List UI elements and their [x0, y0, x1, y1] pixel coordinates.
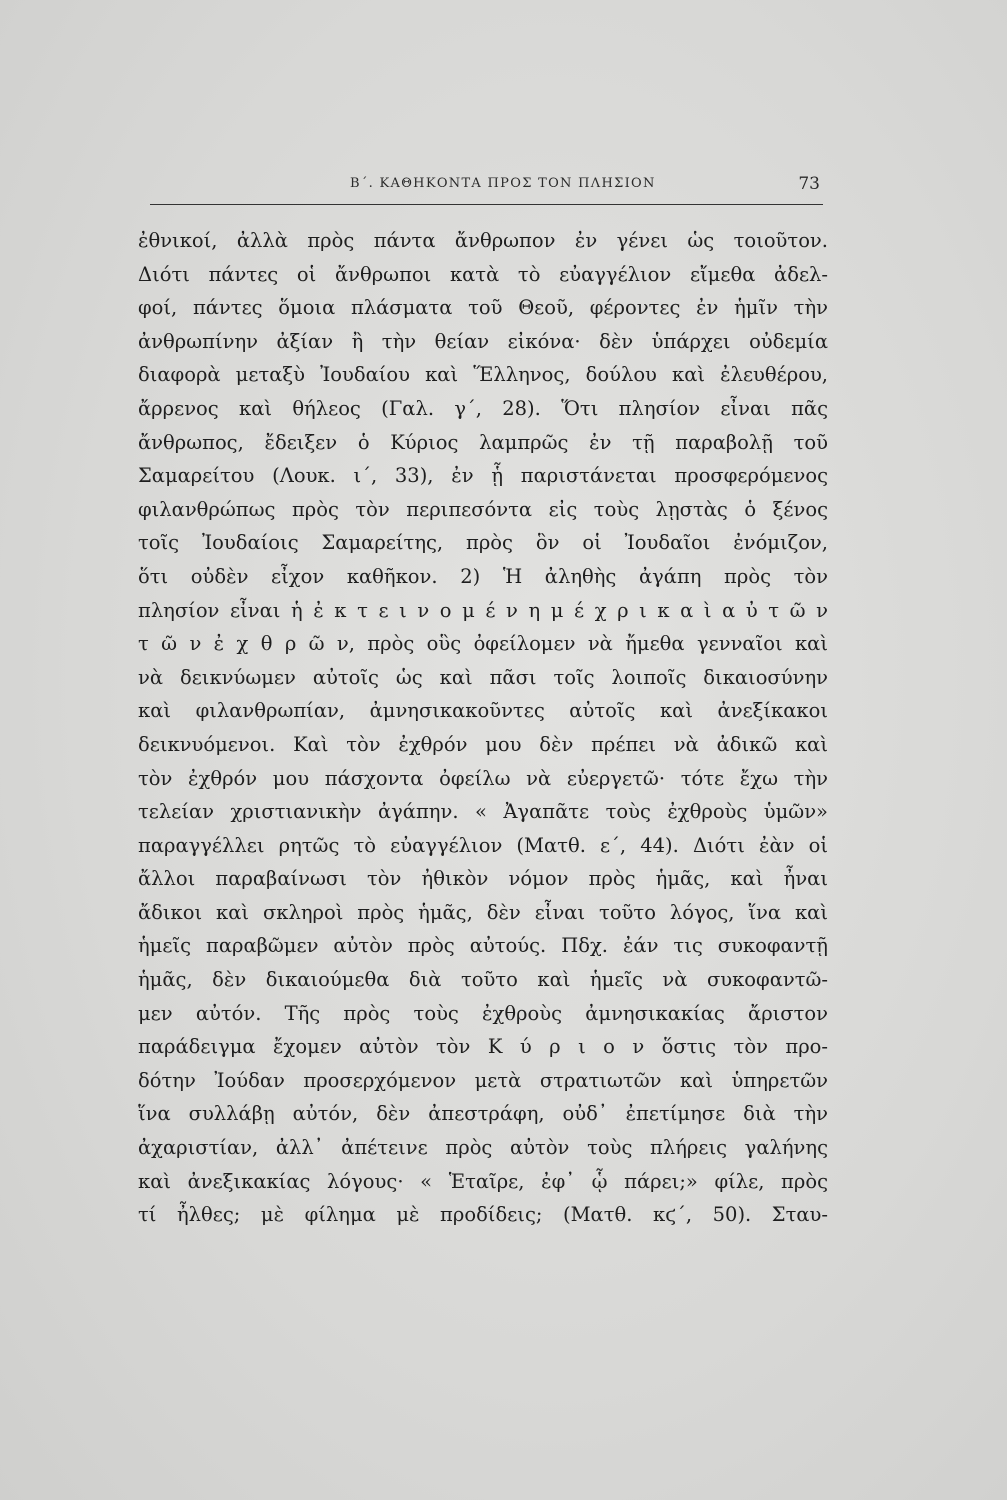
- text-line: φοί, πάντες ὅμοια πλάσματα τοῦ Θεοῦ, φέροντες ἐν ἡμῖν τὴν: [138, 296, 828, 320]
- text-line: ἵνα συλλάβῃ αὐτόν, δὲν ἀπεστράφη, οὐδ᾽ ἐπετίμησε διὰ τὴν: [138, 1102, 828, 1126]
- text-line: ἄνθρωπος, ἔδειξεν ὁ Κύριος λαμπρῶς ἐν τῇ παραβολῇ τοῦ: [138, 430, 828, 454]
- text-line: ἄλλοι παραβαίνωσι τὸν ἠθικὸν νόμον πρὸς ἡμᾶς, καὶ ἦναι: [138, 867, 828, 891]
- text-line: τελείαν χριστιανικὴν ἀγάπην. « Ἀγαπᾶτε τοὺς ἐχθροὺς ὑμῶν»: [138, 800, 828, 824]
- text-line: φιλανθρώπως πρὸς τὸν περιπεσόντα εἰς τοὺς λῃστὰς ὁ ξένος: [138, 497, 828, 521]
- text-line: ἐθνικοί, ἀλλὰ πρὸς πάντα ἄνθρωπον ἐν γένει ὡς τοιοῦτον.: [138, 229, 828, 252]
- text-line: μεν αὐτόν. Τῆς πρὸς τοὺς ἐχθροὺς ἀμνησικακίας ἄριστον: [138, 1001, 828, 1025]
- text-line: ἡμᾶς, δὲν δικαιούμεθα διὰ τοῦτο καὶ ἡμεῖς νὰ συκοφαντῶ-: [138, 968, 828, 992]
- text-line: δότην Ἰούδαν προσερχόμενον μετὰ στρατιωτῶν καὶ ὑπηρετῶν: [138, 1068, 828, 1092]
- text-line: Διότι πάντες οἱ ἄνθρωποι κατὰ τὸ εὐαγγέλιον εἴμεθα ἀδελ-: [138, 262, 828, 286]
- text-line: παραγγέλλει ρητῶς τὸ εὐαγγέλιον (Ματθ. ε΄, 44). Διότι ἐὰν οἱ: [138, 833, 828, 857]
- text-line: διαφορὰ μεταξὺ Ἰουδαίου καὶ Ἕλληνος, δούλου καὶ ἐλευθέρου,: [138, 363, 828, 387]
- text-line: δεικνυόμενοι. Καὶ τὸν ἐχθρόν μου δὲν πρέπει νὰ ἀδικῶ καὶ: [138, 732, 828, 756]
- text-line: τ ῶ ν ἐ χ θ ρ ῶ ν, πρὸς οὓς ὀφείλομεν νὰ ἤμεθα γενναῖοι καὶ: [138, 632, 828, 656]
- running-header: [150, 172, 824, 202]
- text-line: ἡμεῖς παραβῶμεν αὐτὸν πρὸς αὐτούς. Πδχ. ἐάν τις συκοφαντῇ: [138, 934, 828, 958]
- header-rule: [150, 204, 823, 205]
- text-line: Σαμαρείτου (Λουκ. ι΄, 33), ἐν ᾗ παριστάνεται προσφερόμενος: [138, 464, 828, 488]
- body-text: [138, 224, 828, 1232]
- text-line: τί ἦλθες; μὲ φίλημα μὲ προδίδεις; (Ματθ. κϛ΄, 50). Σταυ-: [138, 1203, 828, 1227]
- text-line: καὶ ἀνεξικακίας λόγους· « Ἑταῖρε, ἐφ᾽ ᾧ πάρει;» φίλε, πρὸς: [138, 1169, 828, 1193]
- text-line: πλησίον εἶναι ἡ ἐ κ τ ε ι ν ο μ έ ν η μ έ χ ρ ι κ α ὶ α ὐ τ ῶ ν: [138, 598, 828, 622]
- text-line: ἄρρενος καὶ θήλεος (Γαλ. γ΄, 28). Ὅτι πλησίον εἶναι πᾶς: [138, 396, 828, 420]
- text-line: ἄδικοι καὶ σκληροὶ πρὸς ἡμᾶς, δὲν εἶναι τοῦτο λόγος, ἵνα καὶ: [138, 900, 828, 924]
- text-line: νὰ δεικνύωμεν αὐτοῖς ὡς καὶ πᾶσι τοῖς λοιποῖς δικαιοσύνην: [138, 665, 828, 689]
- text-line: τὸν ἐχθρόν μου πάσχοντα ὀφείλω νὰ εὐεργετῶ· τότε ἔχω τὴν: [138, 766, 828, 790]
- text-line: ἀνθρωπίνην ἀξίαν ἢ τὴν θείαν εἰκόνα· δὲν ὑπάρχει οὐδεμία: [138, 329, 828, 353]
- text-line: παράδειγμα ἔχομεν αὐτὸν τὸν Κ ύ ρ ι ο ν ὅστις τὸν προ-: [138, 1035, 828, 1059]
- text-line: ἀχαριστίαν, ἀλλ᾽ ἀπέτεινε πρὸς αὐτὸν τοὺς πλήρεις γαλήνης: [138, 1136, 828, 1160]
- text-line: καὶ φιλανθρωπίαν, ἀμνησικακοῦντες αὐτοῖς καὶ ἀνεξίκακοι: [138, 699, 828, 723]
- text-line: ὅτι οὐδὲν εἶχον καθῆκον. 2) Ἡ ἀληθὴς ἀγάπη πρὸς τὸν: [138, 564, 828, 588]
- text-line: τοῖς Ἰουδαίοις Σαμαρείτης, πρὸς ὃν οἱ Ἰουδαῖοι ἐνόμιζον,: [138, 531, 828, 555]
- running-title: Β΄. ΚΑΘΗΚΟΝΤΑ ΠΡΟΣ ΤΟΝ ΠΛΗΣΙΟΝ: [350, 176, 656, 191]
- page-number: 73: [798, 174, 820, 194]
